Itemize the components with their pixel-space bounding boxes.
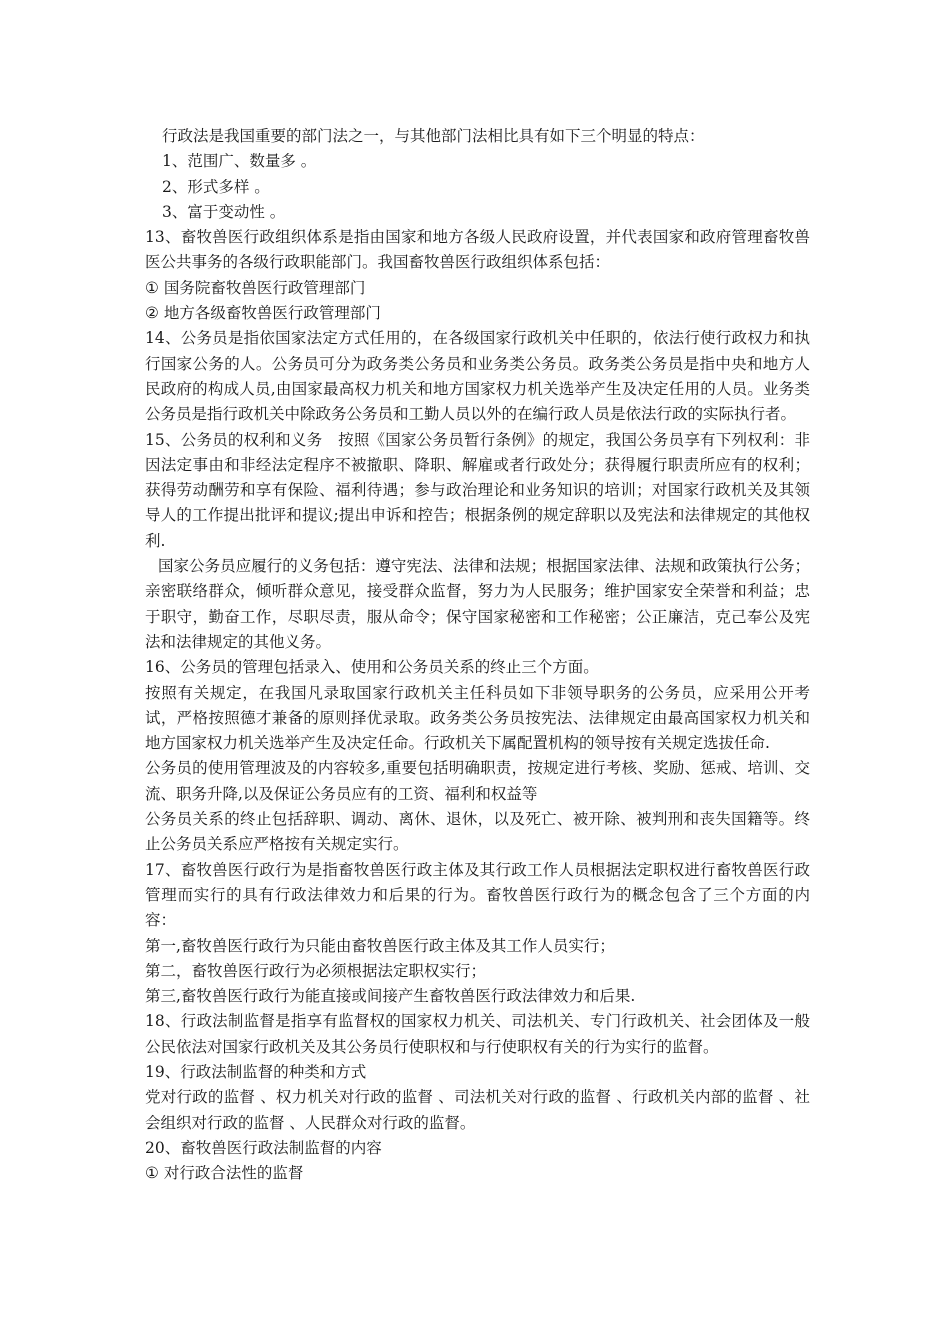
paragraph: ① 对行政合法性的监督 (145, 1164, 304, 1183)
paragraph: 第一,畜牧兽医行政行为只能由畜牧兽医行政主体及其工作人员实行； (145, 936, 615, 955)
paragraph: 19、行政法制监督的种类和方式 (145, 1062, 367, 1081)
paragraph: 第二，畜牧兽医行政行为必须根据法定职权实行； (145, 961, 487, 980)
paragraph: 党对行政的监督 、权力机关对行政的监督 、司法机关对行政的监督 、行政机关内部的监督 、社会组织对行政的监督 、人民群众对行政的监督。 (145, 1088, 810, 1132)
paragraph: 13、畜牧兽医行政组织体系是指由国家和地方各级人民政府设置，并代表国家和政府管理畜牧兽医公共事务的各级行政职能部门。我国畜牧兽医行政组织体系包括： (145, 228, 810, 272)
paragraph: 公务员的使用管理波及的内容较多,重要包括明确职责，按规定进行考核、奖励、惩戒、培训、交流、职务升降,以及保证公务员应有的工资、福利和权益等 (145, 759, 810, 803)
paragraph: 14、公务员是指依国家法定方式任用的，在各级国家行政机关中任职的，依法行使行政权力和执行国家公务的人。公务员可分为政务类公务员和业务类公务员。政务类公务员是指中央和地方人民政府的构成人员,由国家最高权力机关和地方国家权力机关选举产生及决定任用的人员。业务类公务员是指行政机关中除政务公务员和工勤人员以外的在编行政人员是依法行政的实际执行者。 (145, 329, 810, 424)
paragraph: 国家公务员应履行的义务包括：遵守宪法、法律和法规；根据国家法律、法规和政策执行公务；亲密联络群众，倾听群众意见，接受群众监督，努力为人民服务；维护国家安全荣誉和利益；忠于职守，勤奋工作，尽职尽责，服从命令；保守国家秘密和工作秘密；公正廉洁，克己奉公及宪法和法律规定的其他义务。 (145, 557, 810, 651)
paragraph: 18、行政法制监督是指享有监督权的国家权力机关、司法机关、专门行政机关、社会团体及一般公民依法对国家行政机关及其公务员行使职权和与行使职权有关的行为实行的监督。 (145, 1012, 810, 1056)
paragraph: 15、公务员的权利和义务 按照《国家公务员暂行条例》的规定，我国公务员享有下列权利：非因法定事由和非经法定程序不被撤职、降职、解雇或者行政处分；获得履行职责所应有的权利；获得劳动酬劳和享有保险、福利待遇；参与政治理论和业务知识的培训；对国家行政机关及其领导人的工作提出批评和提议;提出申诉和控告；根据条例的规定辞职以及宪法和法律规定的其他权利. (145, 430, 810, 550)
paragraph: 1、范围广、数量多 。 (162, 152, 317, 171)
paragraph: 20、畜牧兽医行政法制监督的内容 (145, 1138, 382, 1157)
paragraph: ① 国务院畜牧兽医行政管理部门 (145, 278, 366, 297)
paragraph: 3、富于变动性 。 (162, 202, 286, 221)
paragraph: 2、形式多样 。 (162, 177, 270, 196)
paragraph: 第三,畜牧兽医行政行为能直接或间接产生畜牧兽医行政法律效力和后果. (145, 987, 636, 1006)
paragraph: 按照有关规定，在我国凡录取国家行政机关主任科员如下非领导职务的公务员，应采用公开考试，严格按照德才兼备的原则择优录取。政务类公务员按宪法、法律规定由最高国家权力机关和地方国家权力机关选举产生及决定任命。行政机关下属配置机构的领导按有关规定选拔任命. (145, 683, 810, 753)
paragraph: 16、公务员的管理包括录入、使用和公务员关系的终止三个方面。 (145, 658, 599, 677)
paragraph: 行政法是我国重要的部门法之一，与其他部门法相比具有如下三个明显的特点： (162, 127, 705, 145)
paragraph: 公务员关系的终止包括辞职、调动、离休、退休，以及死亡、被开除、被判刑和丧失国籍等。终止公务员关系应严格按有关规定实行。 (145, 810, 810, 854)
paragraph: 17、畜牧兽医行政行为是指畜牧兽医行政主体及其行政工作人员根据法定职权进行畜牧兽医行政管理而实行的具有行政法律效力和后果的行为。畜牧兽医行政行为的概念包含了三个方面的内容： (145, 860, 810, 930)
paragraph: ② 地方各级畜牧兽医行政管理部门 (145, 304, 381, 323)
document-body (145, 124, 810, 1186)
